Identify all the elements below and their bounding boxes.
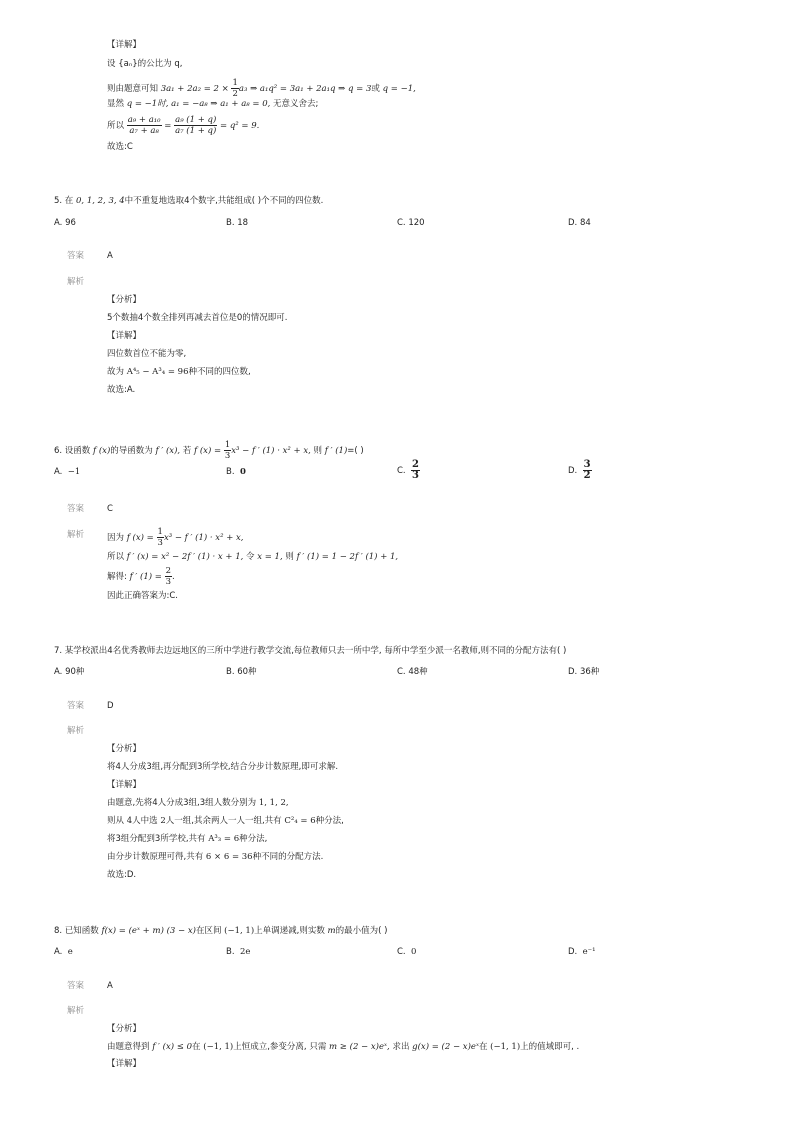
detail-line: 由分步计数原理可得,共有 6 × 6 = 36种不同的分配方法. [107,852,324,862]
analysis-line: 解得: f ′ (1) = $\frac{2}{3}$ . [107,566,175,587]
detail-tag: 【详解】 [107,1059,142,1069]
option-b[interactable]: B. 18 [226,218,249,228]
option-b[interactable]: B. 2e [226,947,251,957]
detail-line: 四位数首位不能为零, [107,349,187,359]
detail-tag: 【详解】 [107,780,142,790]
analysis-tag: 【分析】 [107,295,142,305]
fraction: $\frac{1}{3}$ [157,527,163,548]
fraction: $\frac{1}{2}$ [232,78,238,99]
detail-tag: 【详解】 [107,331,142,341]
option-b[interactable]: B. 0 [226,467,246,477]
detail-line: 故选:A. [107,385,136,395]
fraction: $\frac{2}{3}$ [412,459,420,481]
option-d[interactable]: D. e⁻¹ [568,947,596,957]
option-a[interactable]: A. −1 [54,467,81,477]
solution-line: 设 {aₙ}的公比为 q, [107,59,183,69]
solution-line: 显然 q = −1时, a₁ = −a₈ ⇒ a₁ + a₈ = 0, 无意义舍去; [107,99,319,109]
analysis-line: 因此正确答案为:C. [107,591,179,601]
analysis-line: 因为 f (x) = $\frac{1}{3}$ x³ − f ′ (1) · x² + x, [107,527,244,548]
fraction: $\frac{\text{a₉ + a₁₀}}{\text{a₇ + a₈}}$ [127,115,161,136]
question-8-stem: 8. 已知函数 f(x) = (eˣ + m) (3 − x)在区间 (−1, 1)上单调递减,则实数 m的最小值为( ) [54,926,388,936]
detail-line: 将3组分配到3所学校,共有 A³₃ = 6种分法, [107,834,268,844]
analysis-label: 解析 [67,277,85,287]
answer-label: 答案 [67,251,85,261]
option-a[interactable]: A. e [54,947,73,957]
answer-value: C [107,504,113,514]
option-a[interactable]: A. 96 [54,218,76,228]
fraction: $\frac{3}{2}$ [583,459,591,481]
question-5-stem: 5. 在 0, 1, 2, 3, 4中不重复地选取4个数字,共能组成( )个不同的四位数. [54,196,324,206]
option-c[interactable]: C. 48种 [397,667,428,677]
question-6-stem: 6. 设函数 f (x)的导函数为 f ′ (x), 若 f (x) = $\frac{1}{3}$ x³ − f ′ (1) · x² + x, 则 f ′ (1)=( ) [54,440,364,461]
analysis-tag: 【分析】 [107,744,142,754]
analysis-line: 所以 f ′ (x) = x² − 2f ′ (1) · x + 1, 令 x = 1, 则 f ′ (1) = 1 − 2f ′ (1) + 1, [107,552,399,562]
answer-label: 答案 [67,701,85,711]
question-7-stem: 7. 某学校派出4名优秀教师去边远地区的三所中学进行教学交流,每位教师只去一所中学, 每所中学至少派一名教师,则不同的分配方法有( ) [54,646,567,656]
analysis-label: 解析 [67,726,85,736]
analysis-line: 由题意得到 f ′ (x) ≤ 0在 (−1, 1)上恒成立,参变分离, 只需 m ≥ (2 − x)eˣ, 求出 g(x) = (2 − x)eˣ在 (−1, 1)上的值域即可, . [107,1042,580,1052]
solution-line: 则由题意可知 3a₁ + 2a₂ = 2 × $\frac{1}{2}$ a₃ ⇒ a₁q² = 3a₁ + 2a₁q ⇒ q = 3或 q = −1, [107,78,416,99]
option-d[interactable]: D. $\frac{3}{2}$ [568,459,591,481]
analysis-label: 解析 [67,530,85,540]
detail-line: 则从 4人中选 2人一组,其余两人一人一组,共有 C²₄ = 6种分法, [107,816,344,826]
option-d[interactable]: D. 84 [568,218,591,228]
detail-line: 故选:D. [107,870,137,880]
option-c[interactable]: C. 120 [397,218,425,228]
fraction: $\frac{1}{3}$ [224,440,231,461]
detail-tag: 【详解】 [107,40,142,50]
detail-line: 故为 A⁴₅ − A³₄ = 96种不同的四位数, [107,367,251,377]
answer-value: A [107,981,113,991]
option-d[interactable]: D. 36种 [568,667,600,677]
solution-line: 所以 $\frac{\text{a₉ + a₁₀}}{\text{a₇ + a₈}}$ = $\frac{\text{a₉ (1 + q)}}{\text{a₇ (1 + q)}}$ = q² = 9. [107,115,260,136]
answer-label: 答案 [67,504,85,514]
option-c[interactable]: C. 0 [397,947,417,957]
analysis-line: 5个数抽4个数全排列再减去首位是0的情况即可. [107,313,288,323]
answer-value: A [107,251,113,261]
option-c[interactable]: C. $\frac{2}{3}$ [397,459,420,481]
answer-value: D [107,701,114,711]
option-b[interactable]: B. 60种 [226,667,257,677]
fraction: $\frac{\text{a₉ (1 + q)}}{\text{a₇ (1 + q)}}$ [175,115,217,136]
fraction: $\frac{2}{3}$ [165,566,172,587]
choice-line: 故选:C [107,142,133,152]
option-a[interactable]: A. 90种 [54,667,85,677]
analysis-line: 将4人分成3组,再分配到3所学校,结合分步计数原理,即可求解. [107,762,339,772]
analysis-tag: 【分析】 [107,1024,142,1034]
answer-label: 答案 [67,981,85,991]
analysis-label: 解析 [67,1006,85,1016]
detail-line: 由题意,先将4人分成3组,3组人数分别为 1, 1, 2, [107,798,289,808]
